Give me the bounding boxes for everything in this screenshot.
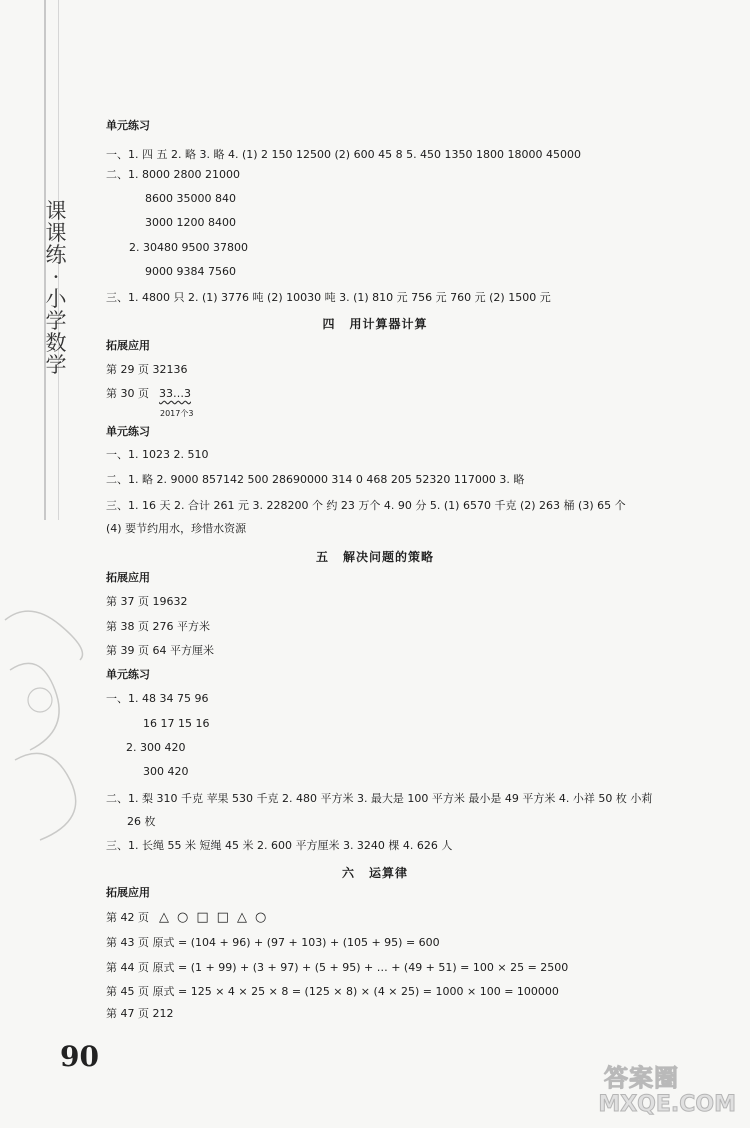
answer-line: 三、1. 16 天 2. 合计 261 元 3. 228200 个 约 23 万个 4. 90 分 5. (1) 6570 千克 (2) 263 桶 (3) 65 个: [106, 499, 626, 512]
answer-line: [106, 910, 274, 926]
chapter-title: 解决问题的策略: [343, 550, 435, 564]
answer-line: 一、1. 四 五 2. 略 3. 略 4. (1) 2 150 12500 (2) 600 45 8 5. 450 1350 1800 18000 45000: [106, 148, 582, 161]
section-label: 单元练习: [106, 425, 150, 438]
answer-line: 三、1. 4800 只 2. (1) 3776 吨 (2) 10030 吨 3. (1) 810 元 756 元 760 元 (2) 1500 元: [106, 291, 551, 304]
answer-line: 2. 300 420: [126, 741, 186, 754]
chapter-title: 用计算器计算: [349, 317, 428, 331]
watermark-url: MXQE.COM: [598, 1092, 736, 1117]
section-label: 单元练习: [106, 668, 150, 681]
answer-line: 300 420: [143, 765, 189, 778]
answer-line: 第 38 页 276 平方米: [106, 620, 210, 633]
answer-line: (4) 要节约用水，珍惜水资源: [106, 522, 247, 535]
answer-line: 9000 9384 7560: [145, 265, 236, 278]
square-shape: □: [216, 910, 229, 925]
brace-note: 2017个3: [160, 409, 194, 418]
answer-line: 2. 30480 9500 37800: [129, 241, 248, 254]
section-label: 拓展应用: [106, 886, 150, 899]
answer-line: 16 17 15 16: [143, 717, 210, 730]
square-shape: □: [196, 910, 209, 925]
chapter-title: 运算律: [369, 866, 409, 880]
answer-line: 3000 1200 8400: [145, 216, 236, 229]
answer-line: 一、1. 48 34 75 96: [106, 692, 209, 705]
triangle-shape: △: [236, 910, 247, 925]
answer-line: 第 37 页 19632: [106, 595, 188, 608]
answer-line: 第 39 页 64 平方厘米: [106, 644, 214, 657]
side-title-char: 数: [45, 331, 67, 355]
chapter-heading: [0, 315, 750, 332]
answer-value: 33…3: [159, 387, 191, 400]
side-title-char: 课: [45, 221, 67, 245]
answer-line: 第 29 页 32136: [106, 363, 188, 376]
side-title-char: 学: [45, 353, 67, 377]
page-ref: 第 30 页: [106, 387, 149, 400]
chapter-number: 六: [341, 866, 355, 880]
answer-line: 一、1. 1023 2. 510: [106, 448, 209, 461]
side-title-char: 课: [45, 199, 67, 223]
answer-line: 第 44 页 原式 = (1 + 99) + (3 + 97) + (5 + 95) + … + (49 + 51) = 100 × 25 = 2500: [106, 961, 569, 974]
side-title-char: 学: [45, 309, 67, 333]
section-label: 单元练习: [106, 119, 150, 132]
answer-line: 二、1. 梨 310 千克 苹果 530 千克 2. 480 平方米 3. 最大是 100 平方米 最小是 49 平方米 4. 小祥 50 枚 小莉: [106, 792, 653, 805]
side-title-char: 小: [45, 287, 67, 311]
triangle-shape: △: [159, 910, 169, 925]
answer-line: 8600 35000 840: [145, 192, 236, 205]
sketch-drawing: [0, 600, 90, 860]
answer-line: 二、1. 8000 2800 21000: [106, 168, 240, 181]
answer-line: [106, 386, 191, 402]
answer-line: 二、1. 略 2. 9000 857142 500 28690000 314 0 468 205 52320 117000 3. 略: [106, 473, 525, 486]
answer-line: 26 枚: [127, 815, 156, 828]
chapter-heading: [0, 864, 750, 881]
circle-shape: ○: [254, 910, 267, 925]
answer-line: 第 43 页 原式 = (104 + 96) + (97 + 103) + (105 + 95) = 600: [106, 936, 440, 949]
page-number: 90: [60, 1040, 99, 1073]
answer-line: 第 45 页 原式 = 125 × 4 × 25 × 8 = (125 × 8) × (4 × 25) = 1000 × 100 = 100000: [106, 985, 559, 998]
section-label: 拓展应用: [106, 571, 150, 584]
chapter-number: 四: [322, 317, 336, 331]
answer-line: 第 47 页 212: [106, 1007, 174, 1020]
answer-line: 三、1. 长绳 55 米 短绳 45 米 2. 600 平方厘米 3. 3240 棵 4. 626 人: [106, 839, 453, 852]
watermark-logo: 答案圈: [604, 1064, 679, 1092]
page-ref: 第 42 页: [106, 911, 149, 924]
circle-shape: ○: [177, 910, 189, 925]
side-title-char: ·: [52, 265, 60, 289]
side-title-char: 练: [45, 243, 67, 267]
chapter-number: 五: [315, 550, 329, 564]
side-title: [38, 200, 74, 376]
section-label: 拓展应用: [106, 339, 150, 352]
chapter-heading: [0, 548, 750, 565]
